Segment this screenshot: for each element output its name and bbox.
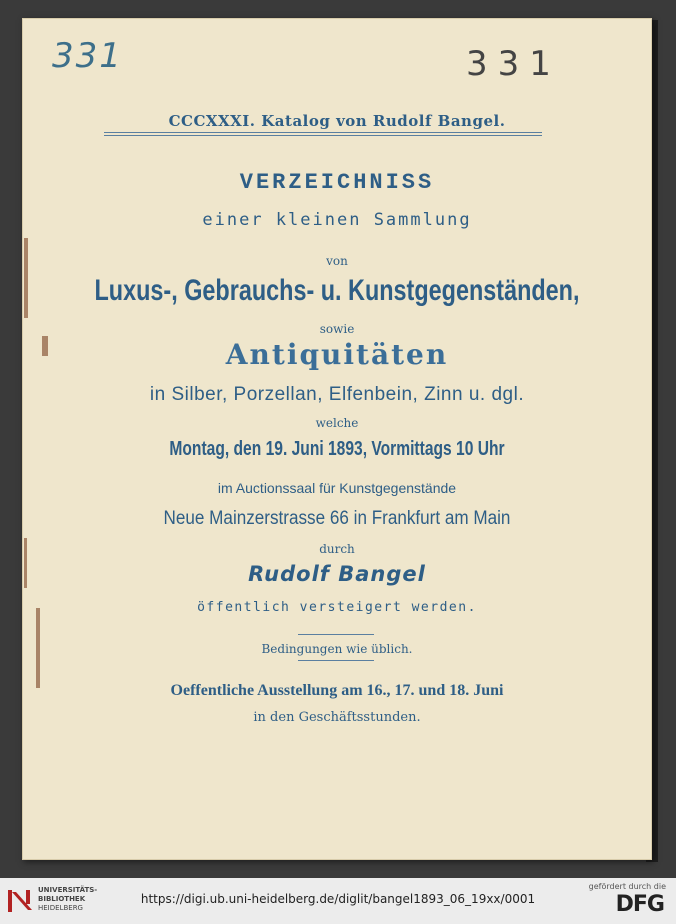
venue-line: im Auctionssaal für Kunstgegenstände (217, 480, 457, 496)
text-sowie: sowie (319, 322, 355, 336)
viewer-footer (0, 878, 676, 924)
dfg-logo[interactable]: DFG (615, 892, 664, 917)
handwritten-number-right: 331 (466, 44, 561, 84)
catalog-heading: CCCXXXI. Katalog von Rudolf Bangel. (168, 112, 506, 130)
auction-date: Montag, den 19. Juni 1893, Vormittags 10 Uhr (169, 438, 505, 460)
paper-stain (42, 336, 48, 356)
short-rule-bottom (298, 660, 374, 661)
address-line: Neue Mainzerstrasse 66 in Frankfurt am Main (163, 508, 511, 529)
materials-line: in Silber, Porzellan, Elfenbein, Zinn u. dgl. (149, 384, 525, 405)
double-rule-top (104, 132, 542, 133)
auctioneer-name: Rudolf Bangel (248, 562, 426, 586)
text-durch: durch (319, 542, 355, 556)
text-welche: welche (315, 416, 359, 430)
double-rule-bottom (104, 135, 542, 136)
hours-line: in den Geschäftsstunden. (253, 710, 421, 725)
paper-stain (24, 538, 27, 588)
library-name: UNIVERSITÄTS- BIBLIOTHEK HEIDELBERG (38, 886, 98, 912)
subtitle: einer kleinen Sammlung (202, 210, 472, 230)
short-rule-top (298, 634, 374, 635)
handwritten-number-left: 331 (52, 36, 123, 76)
scanned-page (22, 18, 652, 860)
exhibition-line: Oeffentliche Ausstellung am 16., 17. und 18. Juni (170, 682, 504, 699)
antiquitaeten-heading: Antiquitäten (225, 338, 449, 371)
document-title: VERZEICHNISS (239, 170, 435, 195)
paper-stain (36, 608, 40, 688)
conditions-line: Bedingungen wie üblich. (261, 642, 413, 656)
main-subject: Luxus-, Gebrauchs- u. Kunstgegenständen, (94, 274, 580, 307)
action-line: öffentlich versteigert werden. (197, 600, 477, 615)
document-url-link[interactable]: https://digi.ub.uni-heidelberg.de/diglit/bangel1893_06_19xx/0001 (140, 892, 536, 906)
sponsor-label: gefördert durch die (588, 882, 666, 891)
paper-stain (24, 238, 28, 318)
text-von: von (326, 254, 348, 268)
